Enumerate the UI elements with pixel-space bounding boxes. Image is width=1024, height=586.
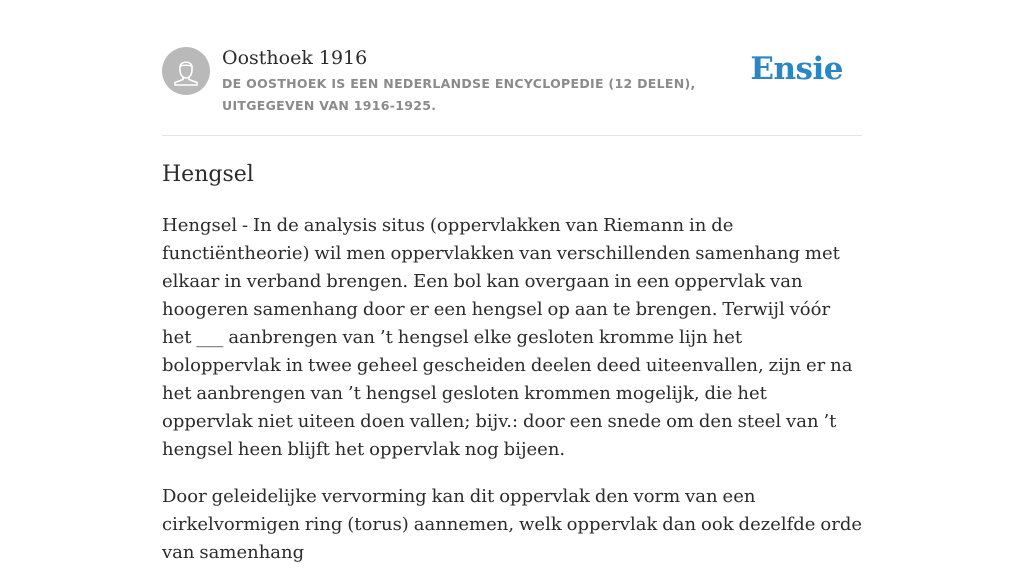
article-title: Hengsel — [162, 162, 254, 187]
header-divider — [162, 135, 862, 136]
source-header — [162, 43, 862, 135]
article-paragraph: Door geleidelijke vervorming kan dit oppervlak den vorm van een cirkelvormigen ring (torus) aannemen, welk oppervlak dan ook dezelfde orde van samenhang — [162, 486, 862, 563]
article-body — [162, 212, 862, 586]
source-title[interactable]: Oosthoek 1916 — [222, 47, 368, 69]
source-avatar[interactable] — [162, 47, 210, 95]
user-placeholder-icon — [162, 47, 210, 95]
article-paragraph: Hengsel - In de analysis situs (oppervlakken van Riemann in de functiëntheorie) wil men oppervlakken van verschillenden samenhang met elkaar in verband brengen. Een bol kan overgaan in een oppervlak van hoogeren samenhang door er een hengsel op aan te brengen. Terwijl vóór het ___ aanbrengen van ’t hengsel elke gesloten kromme lijn het boloppervlak in twee geheel gescheiden deelen deed uiteenvallen, zijn er na het aanbrengen van ’t hengsel gesloten krommen mogelijk, die het oppervlak niet uiteen doen vallen; bijv.: door een snede om den steel van ’t hengsel heen blijft het oppervlak nog bijeen. — [162, 215, 853, 460]
ensie-logo[interactable]: Ensie — [750, 51, 843, 87]
source-description: DE OOSTHOEK IS EEN NEDERLANDSE ENCYCLOPEDIE (12 DELEN), UITGEGEVEN VAN 1916-1925. — [222, 76, 696, 113]
